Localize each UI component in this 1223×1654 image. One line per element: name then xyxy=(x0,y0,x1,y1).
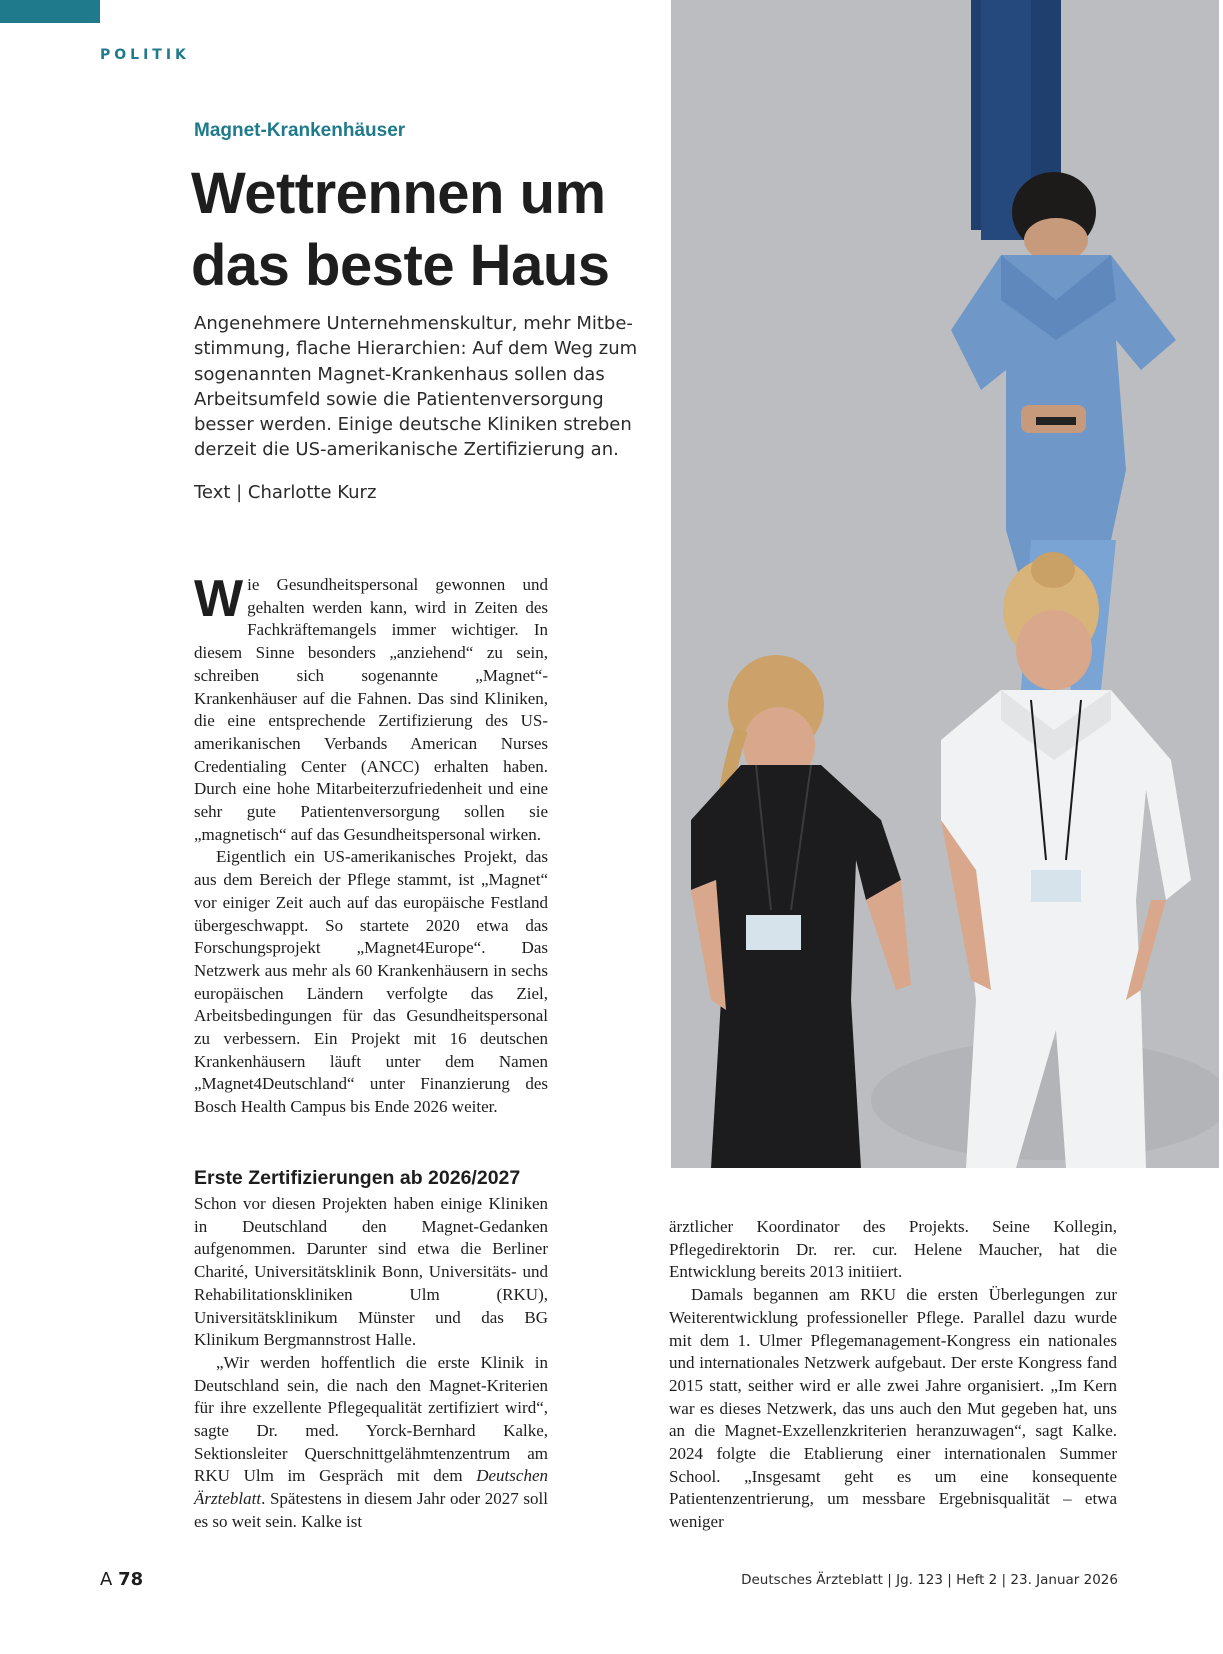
lead-line: besser werden. Einige deutsche Kliniken streben xyxy=(194,414,632,436)
byline: Text | Charlotte Kurz xyxy=(194,482,377,503)
page-prefix: A xyxy=(100,1569,113,1590)
headline-line-2: das beste Haus xyxy=(191,233,610,298)
article-headline xyxy=(191,158,610,302)
section-color-bar xyxy=(0,0,100,23)
lead-line: Angenehmere Unternehmenskultur, mehr Mitbe- xyxy=(194,313,633,334)
article-kicker: Magnet-Krankenhäuser xyxy=(194,120,406,141)
paragraph: Damals begannen am RKU die ersten Überlegungen zur Weiterentwicklung professioneller Pflege. Parallel dazu wurde mit dem 1. Ulmer Pflegemanagement-Kongress ein nationales und internationales Netzwerk aufgebaut. Der erste Kongress fand 2015 statt, seither wird er alle zwei Jahre organisiert. „Im Kern war es dieses Netzwerk, das uns auch den Mut gegeben hat, uns an die Magnet-Exzellenzkriterien heranzuwagen“, sagt Kalke. 2024 folgte die Etablierung einer internationalen Summer School. „Insgesamt geht es um eine konsequente Patientenzentrierung, um messbare Ergebnisqualität – etwa weniger xyxy=(669,1285,1117,1532)
page-number xyxy=(100,1569,143,1590)
paragraph-text: „Wir werden hoffentlich die erste Klinik in Deutschland sein, die nach den Magnet-Kriterien für ihre exzellente Pflegequalität zertifiziert wird“, sagte Dr. med. Yorck-Bernhard Kalke, Sektionsleiter Querschnittgelähmtenzentrum am RKU Ulm im Gespräch mit dem xyxy=(194,1352,548,1486)
publication-name: Deutschen Ärzteblatt xyxy=(194,1466,548,1509)
paragraph: ie Gesundheitspersonal gewonnen und gehalten werden kann, wird in Zeiten des Fachkräftemangels immer wichtiger. In diesem Sinne besonders „anziehend“ zu sein, schreiben sich sogenannte „Magnet“-Krankenhäuser auf die Fahnen. Das sind Kliniken, die eine entsprechende Zertifizierung des US-amerikanischen Verbands American Nurses Credentialing Center (ANCC) erhalten haben. Durch eine hohe Mitarbeiterzufriedenheit und eine sehr gute Patientenversorgung sollen sie „magnetisch“ auf das Gesundheitspersonal wirken. xyxy=(194,575,548,844)
lead-line: stimmung, flache Hierarchien: Auf dem Weg zum xyxy=(194,338,638,360)
article-column-2 xyxy=(194,1193,548,1534)
paragraph xyxy=(194,1352,548,1534)
article-lead xyxy=(194,311,638,463)
headline-line-1: Wettrennen um xyxy=(191,161,606,226)
lead-line: Arbeitsumfeld sowie die Patientenversorgung xyxy=(194,388,604,410)
article-subhead: Erste Zertifizierungen ab 2026/2027 xyxy=(194,1167,521,1189)
article-column-3 xyxy=(669,1216,1117,1534)
paragraph: Eigentlich ein US-amerikanisches Projekt, das aus dem Bereich der Pflege stammt, ist „Magnet“ vor einiger Zeit auch auf das europäische Festland übergeschwappt. So startete 2020 etwa das Forschungsprojekt „Magnet4Europe“. Das Netzwerk aus mehr als 60 Krankenhäusern in sechs europäischen Ländern verfolgte das Ziel, Arbeitsbedingungen für das Gesundheitspersonal zu verbessern. Ein Projekt mit 16 deutschen Krankenhäusern läuft unter dem Namen „Magnet4Deutschland“ unter Finanzierung des Bosch Health Campus bis Ende 2026 weiter. xyxy=(194,847,548,1117)
article-column-1 xyxy=(194,570,548,1119)
page-number-value: 78 xyxy=(118,1569,144,1590)
section-label: POLITIK xyxy=(100,47,190,63)
paragraph-text: . Spätestens in diesem Jahr oder 2027 soll es so weit sein. Kalke ist xyxy=(194,1489,548,1531)
journal-info: Deutsches Ärzteblatt | Jg. 123 | Heft 2 | 23. Januar 2026 xyxy=(741,1572,1118,1588)
drop-cap: W xyxy=(194,570,244,628)
paragraph: ärztlicher Koordinator des Projekts. Seine Kollegin, Pflegedirektorin Dr. rer. cur. Helene Maucher, hat die Entwicklung bereits 2013 initiiert. xyxy=(669,1217,1117,1282)
lead-line: sogenannten Magnet-Krankenhaus sollen das xyxy=(194,363,605,385)
lead-line: derzeit die US-amerikanische Zertifizierung an. xyxy=(194,439,619,461)
article-photo xyxy=(671,0,1219,1168)
paragraph: Schon vor diesen Projekten haben einige Kliniken in Deutschland den Magnet-Gedanken aufgenommen. Darunter sind etwa die Berliner Charité, Universitätsklinik Bonn, Universitäts- und Rehabilitationskliniken Ulm (RKU), Universitätsklinikum Münster und das BG Klinikum Bergmannstrost Halle. xyxy=(194,1194,548,1350)
